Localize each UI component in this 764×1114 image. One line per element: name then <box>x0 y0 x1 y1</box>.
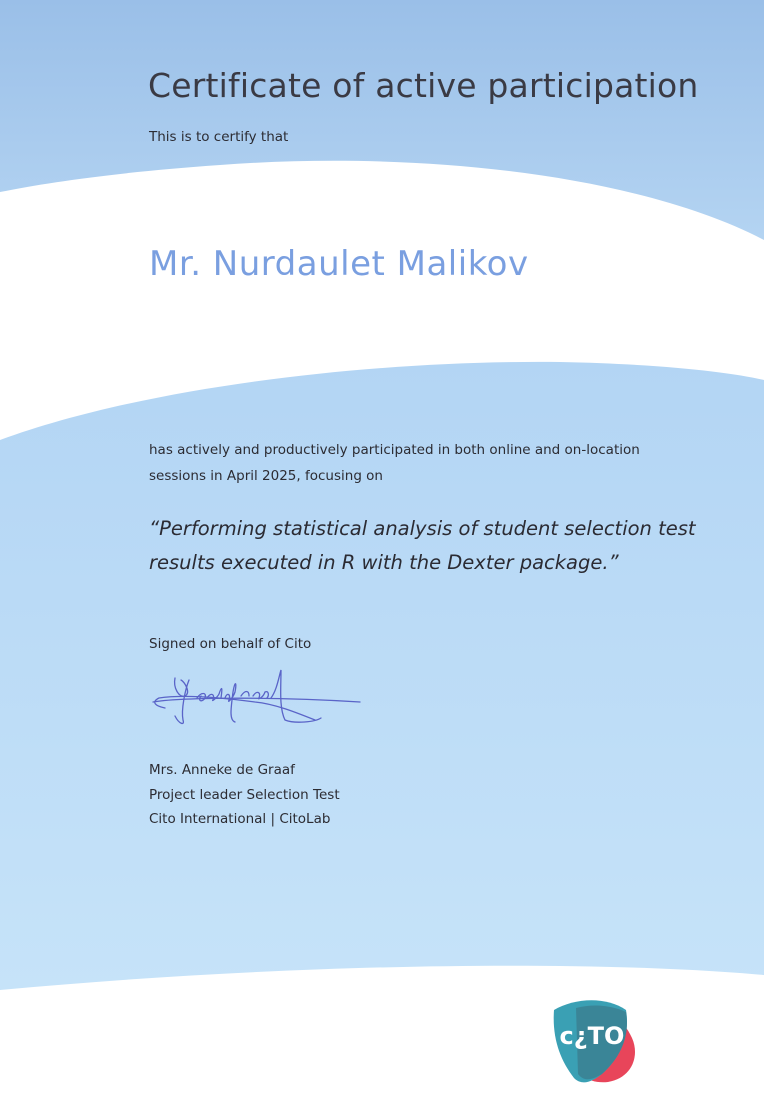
logo-text: c¿TO <box>559 1022 625 1050</box>
signer-block <box>149 758 340 832</box>
topic-line: results executed in R with the Dexter package.” <box>149 551 619 574</box>
cito-logo <box>548 994 640 1086</box>
signer-organization: Cito International | CitoLab <box>149 811 331 827</box>
topic-quote <box>149 512 709 580</box>
topic-line: “Performing statistical analysis of student selection test <box>149 517 696 540</box>
participation-line: sessions in April 2025, focusing on <box>149 468 383 484</box>
recipient-name: Mr. Nurdaulet Malikov <box>149 244 529 284</box>
certify-line: This is to certify that <box>149 129 289 145</box>
signature-image <box>145 668 365 730</box>
participation-line: has actively and productively participated in both online and on-location <box>149 442 640 458</box>
participation-text <box>149 437 669 489</box>
signer-name: Mrs. Anneke de Graaf <box>149 762 295 778</box>
certificate-title: Certificate of active participation <box>148 66 699 105</box>
signer-role: Project leader Selection Test <box>149 786 340 803</box>
signed-on-behalf: Signed on behalf of Cito <box>149 636 312 652</box>
